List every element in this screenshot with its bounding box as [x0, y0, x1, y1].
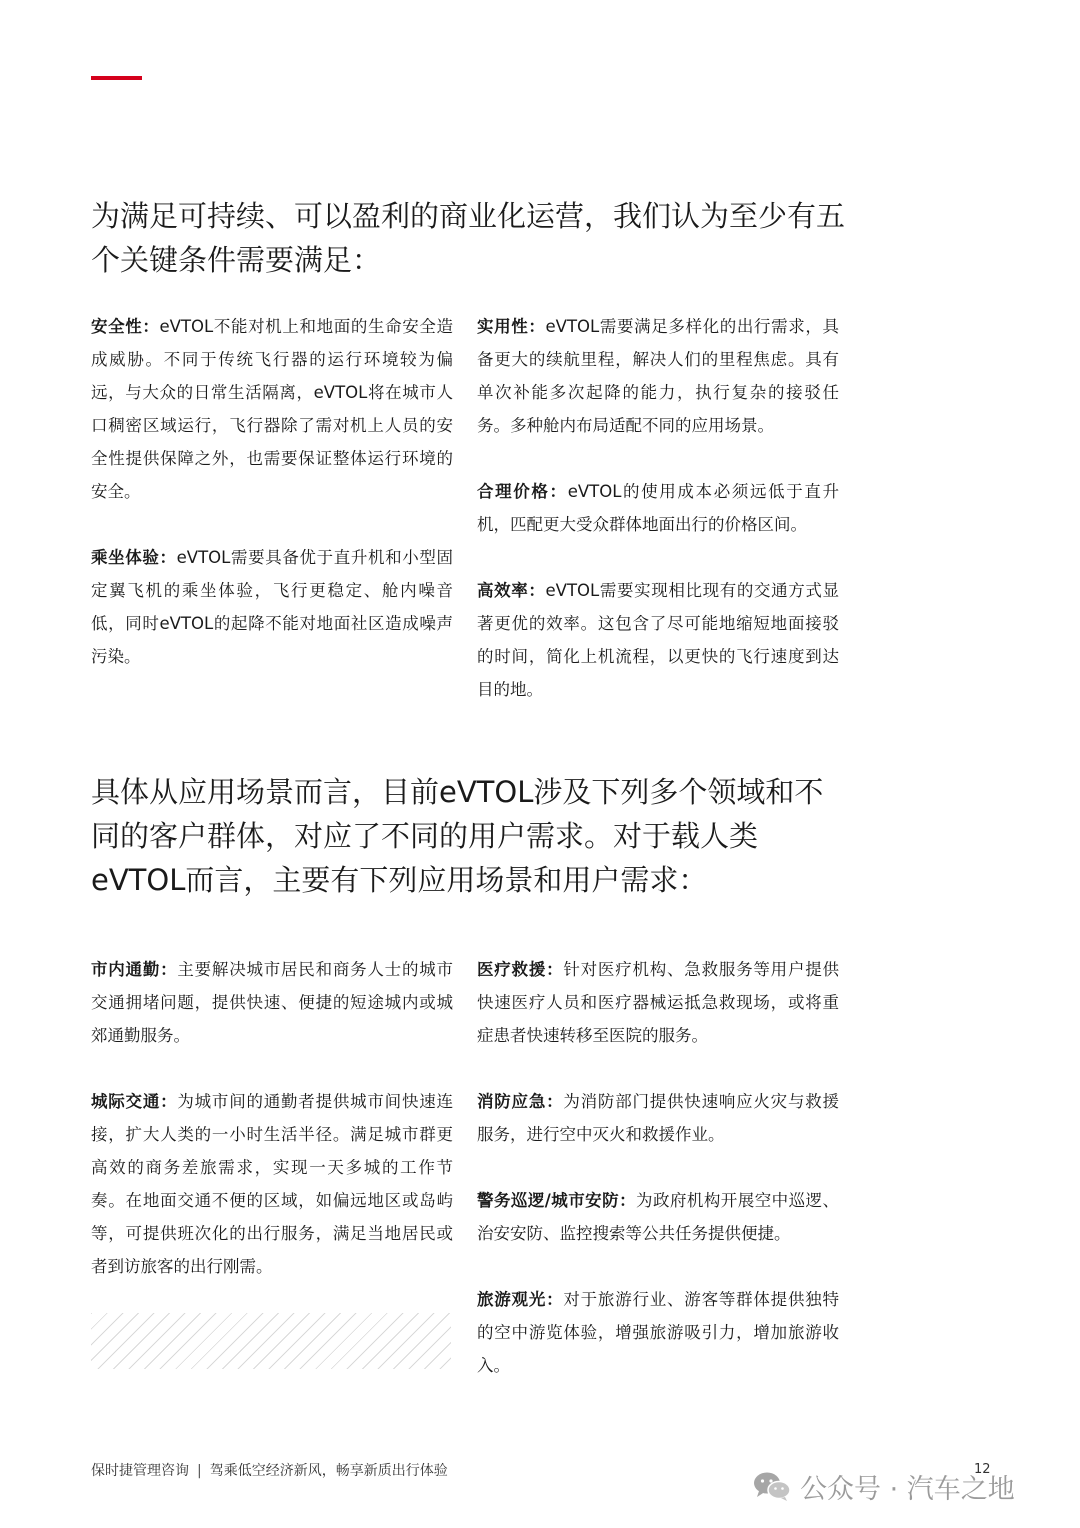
condition-item-price	[477, 475, 839, 541]
watermark	[752, 1466, 1015, 1506]
page-number: 12	[974, 1462, 991, 1477]
condition-text: eVTOL不能对机上和地面的生命安全造成威胁。不同于传统飞行器的运行环境较为偏远，与大众的日常生活隔离，eVTOL将在城市人口稠密区域运行，飞行器除了需对机上人员的安全性提供保障之外，也需要保证整体运行环境的安全。	[91, 317, 453, 501]
scenario-item-urban-commute	[91, 953, 453, 1052]
scenario-item-fire	[477, 1085, 839, 1151]
wechat-icon	[752, 1470, 792, 1502]
footer-separator: |	[197, 1463, 202, 1479]
footer-report-title: 驾乘低空经济新风，畅享新质出行体验	[209, 1463, 448, 1479]
scenario-item-police	[477, 1184, 839, 1250]
scenario-term: 城际交通：	[91, 1092, 178, 1111]
scenario-term: 消防应急：	[477, 1092, 564, 1111]
condition-term: 乘坐体验：	[91, 548, 177, 567]
condition-text: eVTOL需要具备优于直升机和小型固定翼飞机的乘坐体验，飞行更稳定、舱内噪音低，同时eVTOL的起降不能对地面社区造成噪声污染。	[91, 548, 453, 666]
scenario-term: 警务巡逻/城市安防：	[477, 1191, 637, 1210]
section-heading-conditions: 为满足可持续、可以盈利的商业化运营，我们认为至少有五个关键条件需要满足：	[91, 199, 846, 277]
condition-term: 实用性：	[477, 317, 546, 336]
scenarios-column-right	[477, 953, 839, 1382]
scenario-text: 为消防部门提供快速响应火灾与救援服务，进行空中灭火和救援作业。	[477, 1092, 840, 1144]
scenarios-column-left	[91, 953, 453, 1283]
condition-item-experience	[91, 541, 453, 673]
condition-term: 合理价格：	[477, 482, 568, 501]
conditions-column-left	[91, 310, 453, 673]
scenario-item-intercity	[91, 1085, 453, 1283]
condition-term: 高效率：	[477, 581, 546, 600]
scenario-text: 对于旅游行业、游客等群体提供独特的空中游览体验，增强旅游吸引力，增加旅游收入。	[477, 1290, 840, 1375]
condition-item-practicality	[477, 310, 839, 442]
scenario-text: 为政府机构开展空中巡逻、治安安防、监控搜索等公共任务提供便捷。	[477, 1191, 840, 1243]
accent-bar	[91, 76, 142, 80]
condition-item-safety	[91, 310, 453, 508]
scenario-text: 为城市间的通勤者提供城市间快速连接，扩大人类的一小时生活半径。满足城市群更高效的商务差旅需求，实现一天多城的工作节奏。在地面交通不便的区域，如偏远地区或岛屿等，可提供班次化的出行服务，满足当地居民或者到访旅客的出行刚需。	[91, 1092, 454, 1276]
scenario-item-medical	[477, 953, 839, 1052]
footer	[91, 1460, 448, 1480]
condition-term: 安全性：	[91, 317, 160, 336]
scenario-term: 医疗救援：	[477, 960, 564, 979]
scenario-text: 主要解决城市居民和商务人士的城市交通拥堵问题，提供快速、便捷的短途城内或城郊通勤服务。	[91, 960, 454, 1045]
scenario-item-tourism	[477, 1283, 839, 1382]
condition-text: eVTOL的使用成本必须远低于直升机，匹配更大受众群体地面出行的价格区间。	[477, 482, 840, 534]
scenario-term: 旅游观光：	[477, 1290, 564, 1309]
scenario-term: 市内通勤：	[91, 960, 178, 979]
condition-text: eVTOL需要满足多样化的出行需求，具备更大的续航里程，解决人们的里程焦虑。具有单次补能多次起降的能力，执行复杂的接驳任务。多种舱内布局适配不同的应用场景。	[477, 317, 839, 435]
scenario-text: 针对医疗机构、急救服务等用户提供快速医疗人员和医疗器械运抵急救现场，或将重症患者快速转移至医院的服务。	[477, 960, 840, 1045]
condition-item-efficiency	[477, 574, 839, 706]
condition-text: eVTOL需要实现相比现有的交通方式显著更优的效率。这包含了尽可能地缩短地面接驳的时间，简化上机流程，以更快的飞行速度到达目的地。	[477, 581, 839, 699]
footer-company: 保时捷管理咨询	[91, 1463, 189, 1479]
section-heading-scenarios: 具体从应用场景而言，目前eVTOL涉及下列多个领域和不同的客户群体，对应了不同的用户需求。对于载人类eVTOL而言，主要有下列应用场景和用户需求：	[91, 775, 824, 897]
hatch-decoration	[91, 1313, 451, 1369]
watermark-text: 公众号 · 汽车之地	[800, 1473, 1015, 1505]
conditions-column-right	[477, 310, 839, 706]
